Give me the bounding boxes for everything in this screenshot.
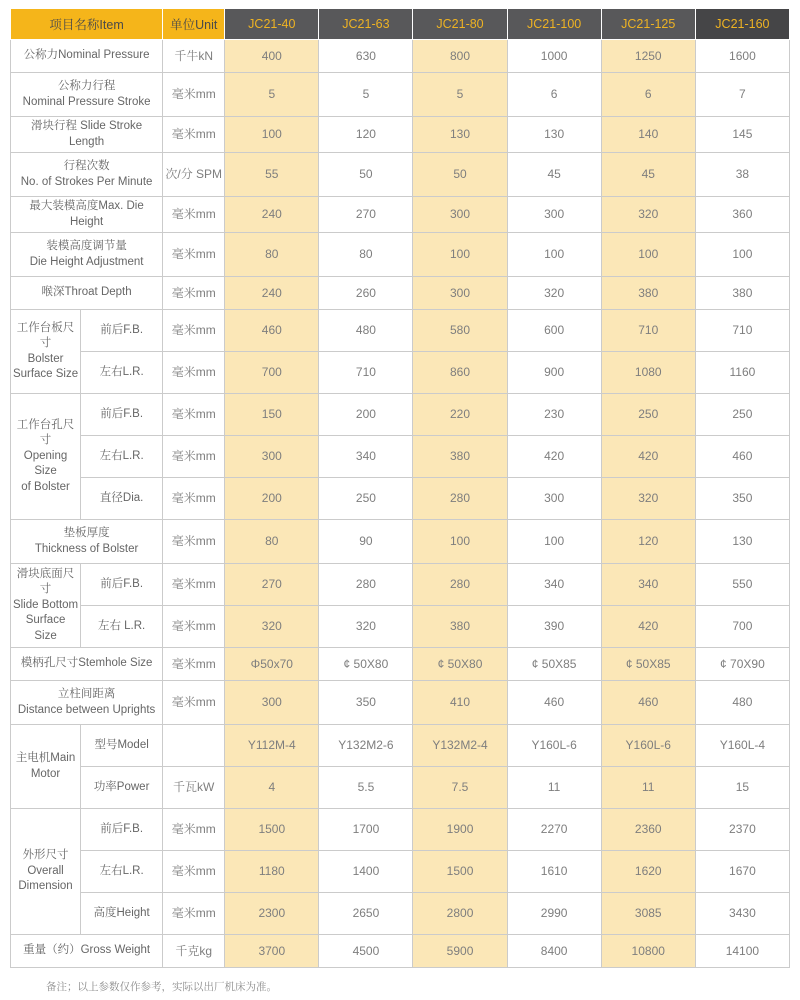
row-group-label: 工作台板尺寸 Bolster Surface Size [11,310,81,394]
value-cell: 800 [413,40,507,73]
table-row [11,277,790,310]
spec-table [10,8,790,968]
value-cell: 7.5 [413,767,507,809]
value-cell: 250 [695,394,789,436]
value-cell: 360 [695,197,789,233]
table-row [11,851,790,893]
row-sub-label: 前后F.B. [81,310,163,352]
row-unit: 毫米mm [163,648,225,681]
value-cell: 1400 [319,851,413,893]
table-row [11,767,790,809]
value-cell: 45 [507,153,601,197]
value-cell: 340 [507,564,601,606]
value-cell: 710 [601,310,695,352]
value-cell: ¢ 50X80 [413,648,507,681]
row-sub-label: 左右L.R. [81,352,163,394]
value-cell: 3430 [695,893,789,935]
value-cell: 280 [319,564,413,606]
value-cell: 100 [507,520,601,564]
value-cell: 80 [319,233,413,277]
row-label: 装模高度调节量 Die Height Adjustment [11,233,163,277]
value-cell: 140 [601,117,695,153]
value-cell: 900 [507,352,601,394]
table-row [11,935,790,968]
value-cell: 390 [507,606,601,648]
value-cell: 120 [601,520,695,564]
row-sub-label: 前后F.B. [81,809,163,851]
value-cell: 860 [413,352,507,394]
row-label: 喉深Throat Depth [11,277,163,310]
value-cell: 460 [601,681,695,725]
value-cell: 350 [319,681,413,725]
value-cell: 5 [413,73,507,117]
row-sub-label: 直径Dia. [81,478,163,520]
row-unit: 毫米mm [163,478,225,520]
row-sub-label: 功率Power [81,767,163,809]
value-cell: ¢ 50X85 [507,648,601,681]
table-body [11,40,790,968]
value-cell: 1620 [601,851,695,893]
row-label: 行程次数 No. of Strokes Per Minute [11,153,163,197]
row-unit: 毫米mm [163,893,225,935]
value-cell: 700 [225,352,319,394]
value-cell: 4 [225,767,319,809]
table-row [11,606,790,648]
value-cell: 1250 [601,40,695,73]
column-header-model: JC21-80 [413,9,507,40]
value-cell: 460 [507,681,601,725]
table-row [11,153,790,197]
row-sub-label: 前后F.B. [81,394,163,436]
table-row [11,117,790,153]
value-cell: 1500 [413,851,507,893]
value-cell: 600 [507,310,601,352]
value-cell: 5 [319,73,413,117]
value-cell: 320 [601,478,695,520]
value-cell: 350 [695,478,789,520]
value-cell: 300 [225,681,319,725]
column-header-model: JC21-40 [225,9,319,40]
value-cell: 11 [507,767,601,809]
value-cell: 80 [225,520,319,564]
value-cell: 2370 [695,809,789,851]
value-cell: Y160L-6 [601,725,695,767]
value-cell: 460 [225,310,319,352]
value-cell: 300 [413,277,507,310]
column-header-model: JC21-63 [319,9,413,40]
value-cell: 300 [225,436,319,478]
row-sub-label: 左右L.R. [81,436,163,478]
value-cell: 5.5 [319,767,413,809]
row-group-label: 主电机Main Motor [11,725,81,809]
value-cell: 130 [695,520,789,564]
row-unit: 毫米mm [163,277,225,310]
value-cell: 130 [507,117,601,153]
value-cell: 5900 [413,935,507,968]
table-row [11,725,790,767]
value-cell: 340 [601,564,695,606]
row-label: 立柱间距离 Distance between Uprights [11,681,163,725]
value-cell: 6 [507,73,601,117]
value-cell: 1670 [695,851,789,893]
value-cell: Φ50x70 [225,648,319,681]
value-cell: 50 [413,153,507,197]
row-unit: 毫米mm [163,851,225,893]
value-cell: 1610 [507,851,601,893]
value-cell: 80 [225,233,319,277]
value-cell: 1600 [695,40,789,73]
value-cell: 11 [601,767,695,809]
value-cell: 5 [225,73,319,117]
value-cell: 240 [225,277,319,310]
value-cell: 145 [695,117,789,153]
value-cell: 420 [601,436,695,478]
value-cell: 1700 [319,809,413,851]
value-cell: 150 [225,394,319,436]
value-cell: 2300 [225,893,319,935]
value-cell: 240 [225,197,319,233]
row-unit: 毫米mm [163,117,225,153]
value-cell: 90 [319,520,413,564]
row-label: 最大装模高度Max. Die Height [11,197,163,233]
value-cell: 1080 [601,352,695,394]
row-unit [163,725,225,767]
row-unit: 毫米mm [163,394,225,436]
value-cell: 250 [319,478,413,520]
row-unit: 毫米mm [163,809,225,851]
value-cell: 7 [695,73,789,117]
value-cell: 320 [507,277,601,310]
row-unit: 次/分 SPM [163,153,225,197]
value-cell: 380 [413,606,507,648]
value-cell: 380 [695,277,789,310]
value-cell: 3700 [225,935,319,968]
row-group-label: 滑块底面尺寸 Slide Bottom Surface Size [11,564,81,648]
value-cell: 300 [507,197,601,233]
value-cell: Y132M2-4 [413,725,507,767]
row-unit: 毫米mm [163,606,225,648]
value-cell: 340 [319,436,413,478]
value-cell: 2270 [507,809,601,851]
value-cell: 550 [695,564,789,606]
row-label: 滑块行程 Slide Stroke Length [11,117,163,153]
value-cell: Y112M-4 [225,725,319,767]
column-header-unit: 单位Unit [163,9,225,40]
table-row [11,478,790,520]
value-cell: 270 [225,564,319,606]
row-label: 公称力Nominal Pressure [11,40,163,73]
row-unit: 毫米mm [163,233,225,277]
value-cell: 250 [601,394,695,436]
table-row [11,197,790,233]
column-header-model: JC21-100 [507,9,601,40]
value-cell: 320 [601,197,695,233]
row-unit: 毫米mm [163,352,225,394]
value-cell: 230 [507,394,601,436]
row-unit: 千瓦kW [163,767,225,809]
row-unit: 毫米mm [163,310,225,352]
table-row [11,520,790,564]
value-cell: 38 [695,153,789,197]
row-unit: 千牛kN [163,40,225,73]
table-row [11,394,790,436]
column-header-model: JC21-160 [695,9,789,40]
value-cell: 630 [319,40,413,73]
row-group-label: 外形尺寸 Overall Dimension [11,809,81,935]
value-cell: 14100 [695,935,789,968]
table-row [11,73,790,117]
value-cell: ¢ 50X80 [319,648,413,681]
table-row [11,352,790,394]
table-header-row [11,9,790,40]
value-cell: 50 [319,153,413,197]
value-cell: Y132M2-6 [319,725,413,767]
value-cell: 710 [695,310,789,352]
value-cell: 280 [413,478,507,520]
row-unit: 毫米mm [163,520,225,564]
value-cell: 260 [319,277,413,310]
value-cell: 410 [413,681,507,725]
value-cell: 8400 [507,935,601,968]
row-unit: 千克kg [163,935,225,968]
value-cell: 15 [695,767,789,809]
value-cell: 320 [319,606,413,648]
value-cell: 1900 [413,809,507,851]
value-cell: 130 [413,117,507,153]
table-row [11,681,790,725]
value-cell: 2360 [601,809,695,851]
table-row [11,893,790,935]
row-sub-label: 左右 L.R. [81,606,163,648]
value-cell: 1500 [225,809,319,851]
table-row [11,310,790,352]
table-row [11,648,790,681]
value-cell: 710 [319,352,413,394]
value-cell: 2800 [413,893,507,935]
row-unit: 毫米mm [163,197,225,233]
value-cell: 6 [601,73,695,117]
footnote: 备注；以上参数仅作参考，实际以出厂机床为准。 [46,981,277,994]
row-group-label: 工作台孔尺寸 Opening Size of Bolster [11,394,81,520]
value-cell: 55 [225,153,319,197]
value-cell: 3085 [601,893,695,935]
table-row [11,809,790,851]
value-cell: ¢ 50X85 [601,648,695,681]
value-cell: 45 [601,153,695,197]
row-label: 公称力行程 Nominal Pressure Stroke [11,73,163,117]
row-unit: 毫米mm [163,681,225,725]
value-cell: 200 [225,478,319,520]
table-header [11,9,790,40]
column-header-item: 项目名称Item [11,9,163,40]
value-cell: 320 [225,606,319,648]
value-cell: 280 [413,564,507,606]
value-cell: 480 [319,310,413,352]
value-cell: 270 [319,197,413,233]
value-cell: 1180 [225,851,319,893]
value-cell: 1000 [507,40,601,73]
value-cell: 2990 [507,893,601,935]
value-cell: Y160L-4 [695,725,789,767]
value-cell: ¢ 70X90 [695,648,789,681]
row-unit: 毫米mm [163,564,225,606]
row-sub-label: 型号Model [81,725,163,767]
value-cell: 100 [695,233,789,277]
row-sub-label: 左右L.R. [81,851,163,893]
value-cell: 580 [413,310,507,352]
row-label: 垫板厚度 Thickness of Bolster [11,520,163,564]
value-cell: 10800 [601,935,695,968]
value-cell: 300 [507,478,601,520]
row-label: 重量（约）Gross Weight [11,935,163,968]
table-row [11,436,790,478]
value-cell: 120 [319,117,413,153]
value-cell: 220 [413,394,507,436]
value-cell: 100 [413,233,507,277]
value-cell: 380 [601,277,695,310]
value-cell: Y160L-6 [507,725,601,767]
value-cell: 480 [695,681,789,725]
value-cell: 100 [225,117,319,153]
value-cell: 200 [319,394,413,436]
value-cell: 380 [413,436,507,478]
value-cell: 420 [601,606,695,648]
value-cell: 100 [413,520,507,564]
row-label: 模柄孔尺寸Stemhole Size [11,648,163,681]
row-sub-label: 前后F.B. [81,564,163,606]
value-cell: 300 [413,197,507,233]
row-unit: 毫米mm [163,436,225,478]
value-cell: 700 [695,606,789,648]
value-cell: 100 [507,233,601,277]
value-cell: 4500 [319,935,413,968]
row-sub-label: 高度Height [81,893,163,935]
table-row [11,40,790,73]
column-header-model: JC21-125 [601,9,695,40]
value-cell: 400 [225,40,319,73]
row-unit: 毫米mm [163,73,225,117]
value-cell: 1160 [695,352,789,394]
table-row [11,564,790,606]
value-cell: 2650 [319,893,413,935]
value-cell: 420 [507,436,601,478]
table-row [11,233,790,277]
value-cell: 460 [695,436,789,478]
value-cell: 100 [601,233,695,277]
